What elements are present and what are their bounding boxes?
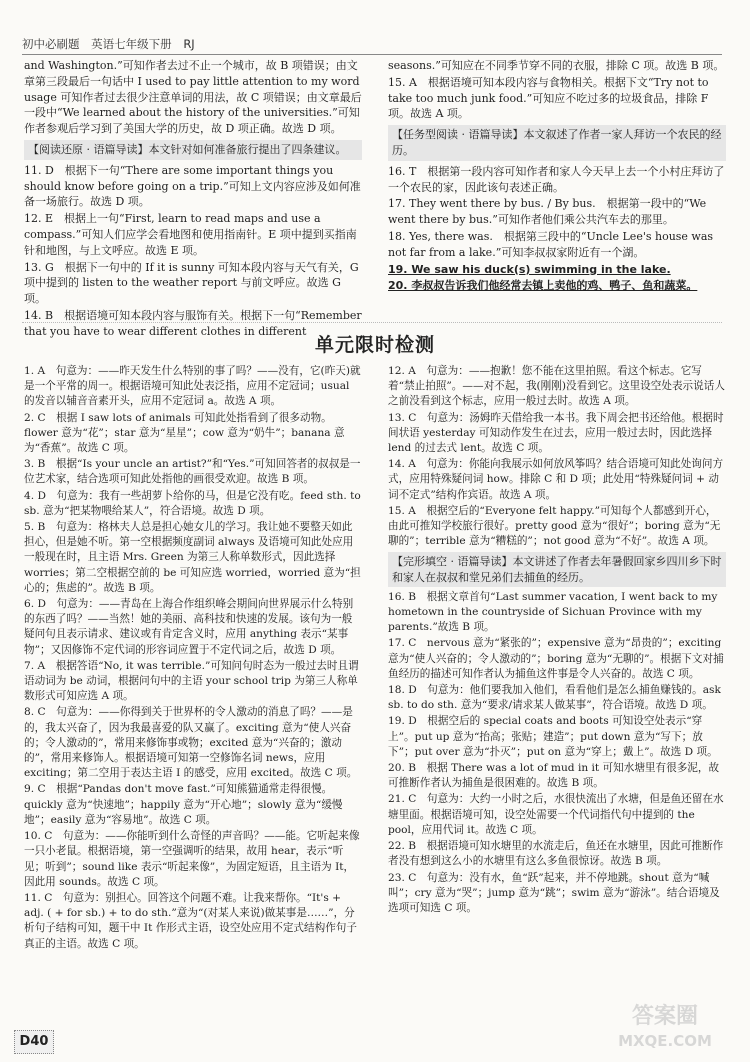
bottom-left-column xyxy=(24,364,362,953)
series-name: 初中必刷题 xyxy=(22,37,80,51)
answer-item: 19. D 根据空后的 special coats and boots 可知设空处表示“穿上”。put up 意为“抬高；张贴；建造”；put down 意为“写下；放下”；put over 意为“扑灭”；put on 意为“穿上；戴上”。故选 D 项。 xyxy=(388,715,718,758)
answer-item: 4. D 句意为：我有一些胡萝卜给你的马，但是它没有吃。feed sth. to sb. 意为“把某物喂给某人”，符合语境。故选 D 项。 xyxy=(24,489,361,517)
page-number: D40 xyxy=(14,1030,54,1054)
answer-item: 15. A 根据语境可知本段内容与食物相关。根据下文“Try not to take too much junk food.”可知应不吃过多的垃圾食品，排除 F 项。故选 A 项。 xyxy=(388,75,709,121)
answer-item: 8. C 句意为：——你得到关于世界杯的令人激动的消息了吗？——是的，我太兴奋了，因为我最喜爱的队又赢了。exciting 意为“使人兴奋的；令人激动的”，常用来修饰事或物；excited 意为“兴奋的；激动的”，常用来修饰人。根据语境可知第一空修饰名词 news，应用 exciting；第二空用于表达主语 I 的感受，应用 excited。故选 C 项。 xyxy=(24,706,358,780)
answer-item: 21. C 句意为：大约一小时之后，水很快流出了水塘，但是鱼还留在水塘里面。根据语境可知，设空处需要一个代词指代句中提到的 the pool，应用代词 it。故选 C 项。 xyxy=(388,793,724,836)
cloze-guide-box: 【完形填空 · 语篇导读】本文讲述了作者去年暑假回家乡四川乡下时和家人在叔叔和堂兄弟们去捕鱼的经历。 xyxy=(388,552,726,586)
book-name: 英语七年级下册 xyxy=(91,37,172,51)
answer-item: 13. G 根据下一句中的 If it is sunny 可知本段内容与天气有关，G 项中提到的 listen to the weather report 与前文呼应。故选 G 项。 xyxy=(24,260,359,306)
answer-item: 1. A 句意为：——昨天发生什么特别的事了吗？——没有，它(昨天)就是一个平常的周一。根据语境可知此处表泛指，应用不定冠词；usual 的发音以辅音音素开头，应用不定冠词 a。故选 A 项。 xyxy=(24,365,361,408)
answer-item: 23. C 句意为：没有水，鱼“跃”起来，并不停地跳。shout 意为“喊叫”；cry 意为“哭”；jump 意为“跳”；swim 意为“游泳”。结合语境及选项可知选 C 项。 xyxy=(388,871,720,914)
answer-item: 2. C 根据 I saw lots of animals 可知此处指看到了很多动物。flower 意为“花”；star 意为“星星”；cow 意为“奶牛”；banana 意为“香蕉”。故选 C 项。 xyxy=(24,411,345,455)
answer-item: 11. D 根据下一句“There are some important things you should know before going on a trip.”可知上文内容应涉及如何准备一场旅行。故选 D 项。 xyxy=(24,163,361,209)
reading-guide-box: 【任务型阅读 · 语篇导读】本文叙述了作者一家人拜访一个农民的经历。 xyxy=(388,125,726,161)
answer-item: 13. C 句意为：汤姆昨天借给我一本书。我下周会把书还给他。根据时间状语 yesterday 可知动作发生在过去，应用一般过去时，因此选择 lend 的过去式 lent。故选 C 项。 xyxy=(388,411,724,455)
page-header xyxy=(22,36,722,55)
answer-item: 17. C nervous 意为“紧张的”；expensive 意为“昂贵的”；exciting 意为“使人兴奋的；令人激动的”；boring 意为“无聊的”。根据下文对捕鱼经历的描述可知作者认为捕鱼这件事是令人兴奋的。故选 C 项。 xyxy=(388,637,724,680)
answer-item: 19. We saw his duck(s) swimming in the lake. xyxy=(388,262,671,276)
answer-item: 3. B 根据“Is your uncle an artist?”和“Yes.”可知回答者的叔叔是一位艺术家，结合选项可知此处指他的画很受欢迎。故选 B 项。 xyxy=(24,458,361,486)
top-left-column xyxy=(24,58,362,341)
answer-item: 16. B 根据文章首句“Last summer vacation, I went back to my hometown in the countryside of Sichuan Province with my parents.”故选 B 项。 xyxy=(388,590,718,634)
answer-item: 16. T 根据第一段内容可知作者和家人今天早上去一个小村庄拜访了一个农民的家，因此该句表述正确。 xyxy=(388,164,725,194)
answer-item: 11. C 句意为：别担心。回答这个问题不难。让我来帮你。“It's + adj. ( + for sb.) + to do sth.”意为“(对某人来说)做某事是……”，分析句子结构可知，题干中 It 作形式主语，设空处应用不定式结构作句子真正的主语。故选 C 项。 xyxy=(24,891,357,950)
paragraph: and Washington.”可知作者去过不止一个城市，故 B 项错误；由文章第三段最后一句话中 I used to pay little attention to my word usage 可知作者过去很少注意单词的用法，故 C 项错误；由文章最后一段中“We learned about the history of the universities.”可知作者参观后学习到了美国大学的历史，故 D 项正确。故选 D 项。 xyxy=(24,59,362,136)
answer-item: 18. D 句意为：他们要我加入他们，看看他们是怎么捕鱼赚钱的。ask sb. to do sth. 意为“要求/请求某人做某事”，符合语境。故选 D 项。 xyxy=(388,684,721,712)
answer-item: 22. B 根据语境可知水塘里的水流走后，鱼还在水塘里，因此可推断作者没有想到这么小的水塘里有这么多鱼很惊讶。故选 B 项。 xyxy=(388,840,724,868)
answer-item: 17. They went there by bus. / By bus. 根据第一段中的“We went there by bus.”可知作者他们乘公共汽车去的那里。 xyxy=(388,197,707,227)
answer-item: 5. B 句意为：格林夫人总是担心她女儿的学习。我让她不要整天如此担心，但是她不听。第一空根据频度副词 always 及语境可知此处应用一般现在时，且主语 Mrs. Green 为第三人称单数形式，因此选择 worries；第二空根据空前的 be 可知应选 worried，worried 意为“担心的；焦虑的”。故选 B 项。 xyxy=(24,521,361,594)
answer-item: 18. Yes, there was. 根据第三段中的“Uncle Lee's house was not far from a lake.”可知李叔叔家附近有一个湖。 xyxy=(388,229,714,259)
paragraph: seasons.”可知应在不同季节穿不同的衣服，排除 C 项。故选 B 项。 xyxy=(388,59,725,72)
bottom-right-column xyxy=(388,364,726,917)
answer-item: 12. E 根据上一句“First, learn to read maps and use a compass.”可知人们应学会看地图和使用指南针。E 项中提到买指南针和地图，与上文呼应。故选 E 项。 xyxy=(24,212,357,257)
answer-item: 12. A 句意为：——抱歉！您不能在这里拍照。看这个标志。它写着“禁止拍照”。——对不起，我(刚刚)没看到它。这里设空处表示说话人之前没看到这个标志，应用一般过去时。故选 A 项。 xyxy=(388,365,725,408)
answer-item: 15. A 根据空后的“Everyone felt happy.”可知每个人都感到开心，由此可推知学校旅行很好。pretty good 意为“很好”；boring 意为“无聊的”；terrible 意为“糟糕的”；not good 意为“不好”。故选 A 项。 xyxy=(388,504,721,548)
reading-guide-box: 【阅读还原 · 语篇导读】本文针对如何准备旅行提出了四条建议。 xyxy=(24,140,362,160)
answer-item: 20. B 根据 There was a lot of mud in it 可知水塘里有很多泥，故可推断作者认为捕鱼是很困难的。故选 B 项。 xyxy=(388,762,720,790)
answer-item: 14. A 句意为：你能向我展示如何放风筝吗？结合语境可知此处询问方式，应用特殊疑问词 how。排除 C 和 D 项；此处用“特殊疑问词 + 动词不定式”结构作宾语。故选 A 项。 xyxy=(388,458,724,501)
watermark-url: MXQE.COM xyxy=(618,1032,712,1050)
watermark-logo xyxy=(590,1005,740,1055)
edition: RJ xyxy=(183,37,195,51)
section-divider xyxy=(22,322,722,323)
answer-item: 7. A 根据答语“No, it was terrible.”可知问句时态为一般过去时且谓语动词为 be 动词，根据问句中的主语 your school trip 为第三人称单数形式可知应选 A 项。 xyxy=(24,659,359,703)
watermark-text: 答案圈 xyxy=(631,1004,698,1029)
answer-item: 10. C 句意为：——你能听到什么奇怪的声音吗？——能。它听起来像一只小老鼠。根据语境，第一空强调听的结果，故用 hear，表示“听见；听到”；sound like 表示“听起来像”，为固定短语，且主语为 It，因此用 sounds。故选 C 项。 xyxy=(24,830,360,888)
top-right-column xyxy=(388,58,726,295)
answer-item: 14. B 根据语境可知本段内容与服饰有关。根据下一句“Remember that you have to wear different clothes in different xyxy=(24,308,362,338)
section-title: 单元限时检测 xyxy=(314,334,435,356)
answer-item: 9. C 根据“Pandas don't move fast.”可知熊猫通常走得很慢。quickly 意为“快速地”；happily 意为“开心地”；slowly 意为“缓慢地”；easily 意为“容易地”。故选 C 项。 xyxy=(24,783,343,826)
answer-item: 20. 李叔叔告诉我们他经常去镇上卖他的鸡、鸭子、鱼和蔬菜。 xyxy=(388,279,698,293)
answer-item: 6. D 句意为：——青岛在上海合作组织峰会期间向世界展示什么特别的东西了吗？——当然！她的美丽、高科技和快速的发展。该句为一般疑问句且表示请求、建议或有肯定含义时，应用 anything 表示“某事物”；又因修饰不定代词的形容词应置于不定代词之后，故选 D 项。 xyxy=(24,598,354,656)
